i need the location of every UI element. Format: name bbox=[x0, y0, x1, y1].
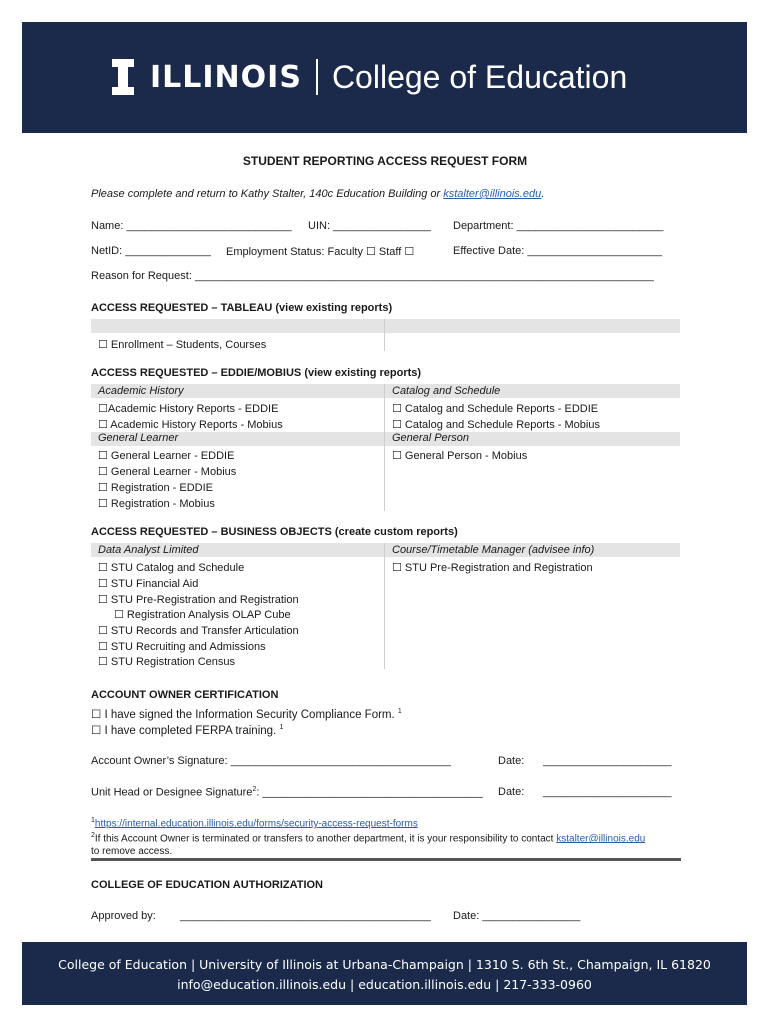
unit-date-field[interactable]: _____________________ bbox=[543, 786, 672, 798]
bo-heading: ACCESS REQUESTED – BUSINESS OBJECTS (create custom reports) bbox=[91, 526, 458, 538]
eddie-general-learner-head: General Learner bbox=[98, 432, 179, 444]
eddie-general-person-head: General Person bbox=[392, 432, 470, 444]
eddie-item-gl-eddie[interactable]: ☐ General Learner - EDDIE bbox=[98, 450, 235, 462]
instructions-period: . bbox=[541, 188, 545, 200]
footnote-2 bbox=[91, 832, 645, 844]
footnote-2-cont: to remove access. bbox=[91, 846, 173, 857]
tableau-header-row bbox=[91, 319, 680, 333]
bo-item-census[interactable]: ☐ STU Registration Census bbox=[98, 656, 236, 668]
logo-divider bbox=[316, 59, 318, 95]
department-field[interactable]: Department: ________________________ bbox=[453, 220, 664, 232]
unit-head-label: Unit Head or Designee Signature bbox=[91, 786, 253, 799]
eddie-item-reg-eddie[interactable]: ☐ Registration - EDDIE bbox=[98, 482, 214, 494]
footnote-1 bbox=[91, 817, 418, 829]
section-divider bbox=[91, 858, 681, 861]
contact-email-link[interactable]: kstalter@illinois.edu bbox=[443, 188, 542, 200]
eddie-academic-history-head: Academic History bbox=[98, 385, 184, 397]
netid-field[interactable]: NetID: ______________ bbox=[91, 245, 211, 257]
approval-date-field[interactable]: Date: ________________ bbox=[453, 910, 581, 922]
cert-item-security-text: ☐ I have signed the Information Security Compliance Form. bbox=[91, 709, 398, 721]
cert-heading: ACCOUNT OWNER CERTIFICATION bbox=[91, 689, 279, 701]
bo-item-olap-cube[interactable]: ☐ Registration Analysis OLAP Cube bbox=[114, 609, 291, 621]
owner-signature-field[interactable]: Account Owner’s Signature: ____________________________________ bbox=[91, 755, 451, 767]
eddie-item-cs-mobius[interactable]: ☐ Catalog and Schedule Reports - Mobius bbox=[392, 419, 600, 431]
bo-item-financial-aid[interactable]: ☐ STU Financial Aid bbox=[98, 578, 199, 590]
instructions bbox=[91, 188, 544, 200]
bo-item-records[interactable]: ☐ STU Records and Transfer Articulation bbox=[98, 625, 299, 637]
reason-field[interactable]: Reason for Request: ___________________________________________________________________________ bbox=[91, 270, 654, 282]
eddie-item-gp-mobius[interactable]: ☐ General Person - Mobius bbox=[392, 450, 528, 462]
footer-banner bbox=[22, 942, 747, 1005]
bo-item-catalog[interactable]: ☐ STU Catalog and Schedule bbox=[98, 562, 245, 574]
name-field[interactable]: Name: ___________________________ bbox=[91, 220, 292, 232]
cert-item-security-form[interactable] bbox=[91, 707, 402, 721]
approved-by-label: Approved by: bbox=[91, 910, 156, 922]
bo-data-analyst-head: Data Analyst Limited bbox=[98, 544, 199, 556]
header-banner bbox=[22, 22, 747, 133]
bo-item-recruiting[interactable]: ☐ STU Recruiting and Admissions bbox=[98, 641, 266, 653]
eddie-item-ah-eddie[interactable]: ☐Academic History Reports - EDDIE bbox=[98, 403, 279, 415]
tableau-heading: ACCESS REQUESTED – TABLEAU (view existing reports) bbox=[91, 302, 393, 314]
tableau-item-enrollment[interactable]: ☐ Enrollment – Students, Courses bbox=[98, 339, 267, 351]
footnote-ref-1: 1 bbox=[397, 708, 402, 716]
unit-date-label: Date: bbox=[498, 786, 525, 798]
owner-date-label: Date: bbox=[498, 755, 525, 767]
bo-col-divider bbox=[384, 543, 385, 669]
eddie-item-ah-mobius[interactable]: ☐ Academic History Reports - Mobius bbox=[98, 419, 283, 431]
footer-address: College of Education | University of Illinois at Urbana-Champaign | 1310 S. 6th St., Champaign, IL 61820 bbox=[58, 957, 711, 972]
eddie-header-row-2 bbox=[91, 432, 680, 446]
cert-item-ferpa[interactable] bbox=[91, 723, 283, 737]
eddie-heading: ACCESS REQUESTED – EDDIE/MOBIUS (view existing reports) bbox=[91, 367, 422, 379]
footer-contact: info@education.illinois.edu | education.illinois.edu | 217-333-0960 bbox=[177, 977, 592, 992]
eddie-item-reg-mobius[interactable]: ☐ Registration - Mobius bbox=[98, 498, 215, 510]
tableau-col-divider bbox=[384, 319, 385, 351]
unit-head-line: : ____________________________________ bbox=[256, 786, 483, 799]
bo-course-manager-head: Course/Timetable Manager (advisee info) bbox=[392, 544, 595, 556]
eddie-item-cs-eddie[interactable]: ☐ Catalog and Schedule Reports - EDDIE bbox=[392, 403, 599, 415]
approved-by-field[interactable]: _________________________________________ bbox=[180, 910, 431, 922]
cert-item-ferpa-text: ☐ I have completed FERPA training. bbox=[91, 725, 280, 737]
effective-date-field[interactable]: Effective Date: ______________________ bbox=[453, 245, 662, 257]
auth-heading: COLLEGE OF EDUCATION AUTHORIZATION bbox=[91, 879, 324, 891]
brand-name: ILLINOIS bbox=[150, 59, 302, 95]
footnote-2-text: If this Account Owner is terminated or transfers to another department, it is your responsibility to contact bbox=[94, 833, 557, 845]
instructions-text: Please complete and return to Kathy Stalter, 140c Education Building or bbox=[91, 188, 444, 200]
block-i-icon bbox=[112, 59, 134, 95]
bo-item-pre-registration[interactable]: ☐ STU Pre-Registration and Registration bbox=[98, 594, 299, 606]
employment-status-field[interactable]: Employment Status: Faculty ☐ Staff ☐ bbox=[226, 246, 415, 258]
college-name: College of Education bbox=[331, 58, 628, 95]
unit-head-signature-field[interactable] bbox=[91, 786, 483, 799]
owner-date-field[interactable]: _____________________ bbox=[543, 755, 672, 767]
footnote-1-num: 1 bbox=[91, 817, 95, 824]
form-title: STUDENT REPORTING ACCESS REQUEST FORM bbox=[242, 154, 528, 168]
footnote-ref-2: 2 bbox=[252, 786, 257, 793]
security-forms-link[interactable]: https://internal.education.illinois.edu/forms/security-access-request-forms bbox=[94, 818, 418, 830]
bo-item-ctm-pre-registration[interactable]: ☐ STU Pre-Registration and Registration bbox=[392, 562, 593, 574]
footnote-ref-1b: 1 bbox=[279, 724, 284, 732]
eddie-item-gl-mobius[interactable]: ☐ General Learner - Mobius bbox=[98, 466, 237, 478]
illinois-logo bbox=[112, 52, 627, 102]
footnote-2-num: 2 bbox=[91, 832, 95, 839]
eddie-catalog-head: Catalog and Schedule bbox=[392, 385, 501, 397]
eddie-col-divider bbox=[384, 384, 385, 511]
uin-field[interactable]: UIN: ________________ bbox=[308, 220, 431, 232]
footnote-email-link[interactable]: kstalter@illinois.edu bbox=[556, 833, 646, 845]
